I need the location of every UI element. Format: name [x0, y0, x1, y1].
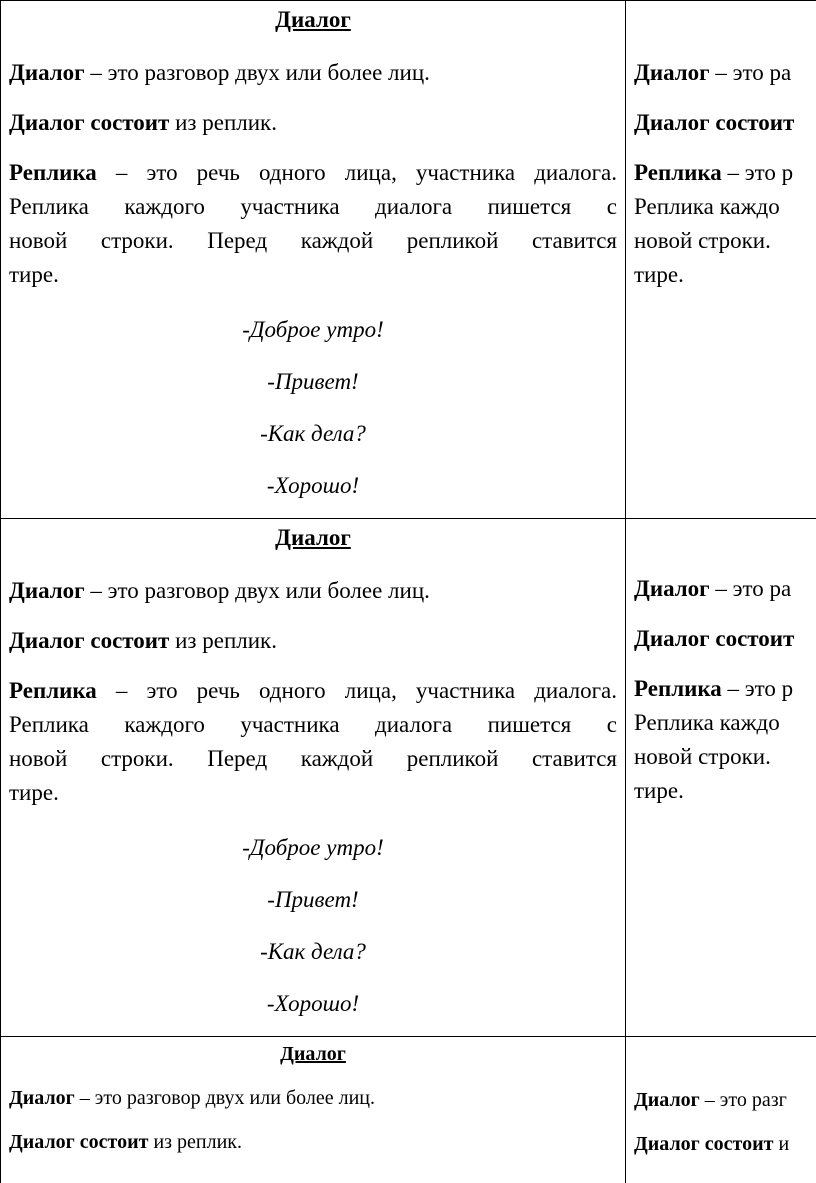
definition-dialog: Диалог – это ра	[634, 60, 792, 85]
row-divider-2	[0, 1036, 816, 1037]
card-3-right	[634, 1086, 816, 1158]
card-title: Диалог	[275, 525, 351, 550]
definition-replica: Реплика – это речь одного лица, участника диалога. Реплика каждого участника диалога пишется с новой строки. Перед каждой репликой ставится тире.	[9, 678, 617, 805]
example-line: -Привет!	[267, 887, 359, 912]
definition-replica: Реплика – это р Реплика каждо новой строки. тире.	[634, 160, 794, 287]
card-1-right	[634, 56, 816, 292]
row-divider-1	[0, 518, 816, 519]
example-line: -Привет!	[267, 369, 359, 394]
definition-dialog: Диалог – это разговор двух или более лиц.	[9, 578, 430, 603]
card-2-left	[9, 524, 617, 1016]
definition-structure: Диалог состоит и	[634, 1133, 790, 1155]
left-border	[0, 0, 1, 1183]
example-line: -Доброе утро!	[242, 317, 384, 342]
definition-dialog: Диалог – это разговор двух или более лиц.	[9, 1087, 375, 1109]
definition-structure: Диалог состоит	[634, 626, 795, 651]
definition-dialog: Диалог – это разг	[634, 1089, 787, 1111]
definition-structure: Диалог состоит из реплик.	[9, 110, 277, 135]
card-title: Диалог	[280, 1043, 346, 1065]
definition-dialog: Диалог – это ра	[634, 576, 792, 601]
example-dialog	[9, 316, 617, 500]
definition-dialog: Диалог – это разговор двух или более лиц.	[9, 60, 430, 85]
card-1-left	[9, 6, 617, 498]
example-line: -Хорошо!	[266, 991, 360, 1016]
card-2-right	[634, 572, 816, 808]
definition-structure: Диалог состоит из реплик.	[9, 628, 277, 653]
example-line: -Как дела?	[260, 421, 366, 446]
example-line: -Хорошо!	[266, 473, 360, 498]
definition-replica: Реплика – это р Реплика каждо новой строки. тире.	[634, 676, 794, 803]
column-divider	[625, 0, 626, 1183]
definition-structure: Диалог состоит	[634, 110, 795, 135]
example-line: -Доброе утро!	[242, 835, 384, 860]
top-border	[0, 0, 816, 1]
card-3-left	[9, 1042, 617, 1156]
example-dialog	[9, 834, 617, 1018]
definition-structure: Диалог состоит из реплик.	[9, 1131, 243, 1153]
definition-replica: Реплика – это речь одного лица, участника диалога. Реплика каждого участника диалога пишется с новой строки. Перед каждой репликой ставится тире.	[9, 160, 617, 287]
example-line: -Как дела?	[260, 939, 366, 964]
card-title: Диалог	[275, 7, 351, 32]
